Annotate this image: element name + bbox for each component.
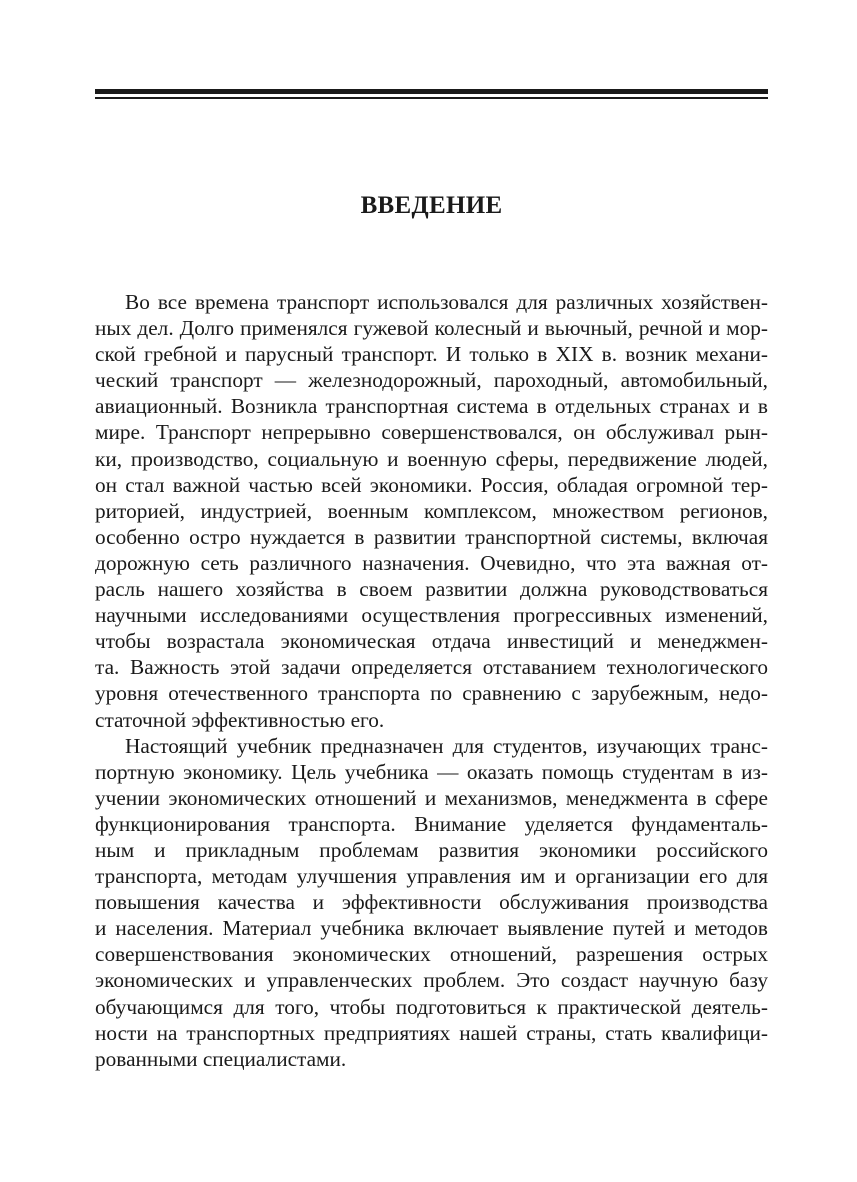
- text-line: ки, производство, социальную и военную сферы, передвижение людей,: [95, 446, 768, 471]
- text-line: ческий транспорт — железнодорожный, пароходный, автомобильный,: [95, 368, 768, 393]
- header-rule-thin: [95, 97, 768, 99]
- text-line: ности на транспортных предприятиях нашей страны, стать квалифици-: [95, 1020, 768, 1045]
- text-line: учении экономических отношений и механизмов, менеджмента в сфере: [95, 785, 768, 810]
- text-line: и населения. Материал учебника включает выявление путей и методов: [95, 916, 768, 941]
- page-title: ВВЕДЕНИЕ: [360, 192, 503, 219]
- text-line: он стал важной частью всей экономики. Россия, обладая огромной тер-: [95, 472, 768, 497]
- text-line: расль нашего хозяйства в своем развитии должна руководствоваться: [95, 577, 768, 602]
- text-line: научными исследованиями осуществления прогрессивных изменений,: [95, 603, 768, 628]
- text-line: статочной эффективностью его.: [95, 707, 385, 732]
- text-line: экономических и управленческих проблем. Это создаст научную базу: [95, 968, 768, 993]
- text-line: мире. Транспорт непрерывно совершенствовался, он обслуживал рын-: [95, 420, 768, 445]
- text-line: функционирования транспорта. Внимание уделяется фундаменталь-: [95, 811, 768, 836]
- paragraph-2: [95, 733, 768, 1072]
- text-line: авиационный. Возникла транспортная система в отдельных странах и в: [95, 394, 768, 419]
- text-line: уровня отечественного транспорта по сравнению с зарубежным, недо-: [95, 681, 768, 706]
- text-line: особенно остро нуждается в развитии транспортной системы, включая: [95, 524, 768, 549]
- text-line: ным и прикладным проблемам развития экономики российского: [95, 837, 768, 862]
- header-rule-thick: [95, 89, 768, 94]
- text-line: риторией, индустрией, военным комплексом, множеством регионов,: [95, 498, 768, 523]
- text-line: та. Важность этой задачи определяется отставанием технологического: [95, 655, 768, 680]
- text-line: дорожную сеть различного назначения. Очевидно, что эта важная от-: [95, 550, 768, 575]
- text-line: транспорта, методам улучшения управления им и организации его для: [95, 864, 768, 889]
- text-line: повышения качества и эффективности обслуживания производства: [95, 890, 768, 915]
- text-line: рованными специалистами.: [95, 1046, 347, 1071]
- text-line: ской гребной и парусный транспорт. И только в XIX в. возник механи-: [95, 342, 768, 367]
- text-line: Настоящий учебник предназначен для студентов, изучающих транс-: [125, 733, 768, 758]
- text-line: портную экономику. Цель учебника — оказать помощь студентам в из-: [95, 759, 768, 784]
- text-line: ных дел. Долго применялся гужевой колесный и вьючный, речной и мор-: [95, 316, 768, 341]
- paragraph-1: [95, 289, 768, 733]
- text-line: совершенствования экономических отношений, разрешения острых: [95, 942, 768, 967]
- text-line: чтобы возрастала экономическая отдача инвестиций и менеджмен-: [95, 629, 768, 654]
- text-line: обучающимся для того, чтобы подготовиться к практической деятель-: [95, 994, 768, 1019]
- body-text: [95, 289, 768, 1072]
- text-line: Во все времена транспорт использовался для различных хозяйствен-: [125, 290, 768, 314]
